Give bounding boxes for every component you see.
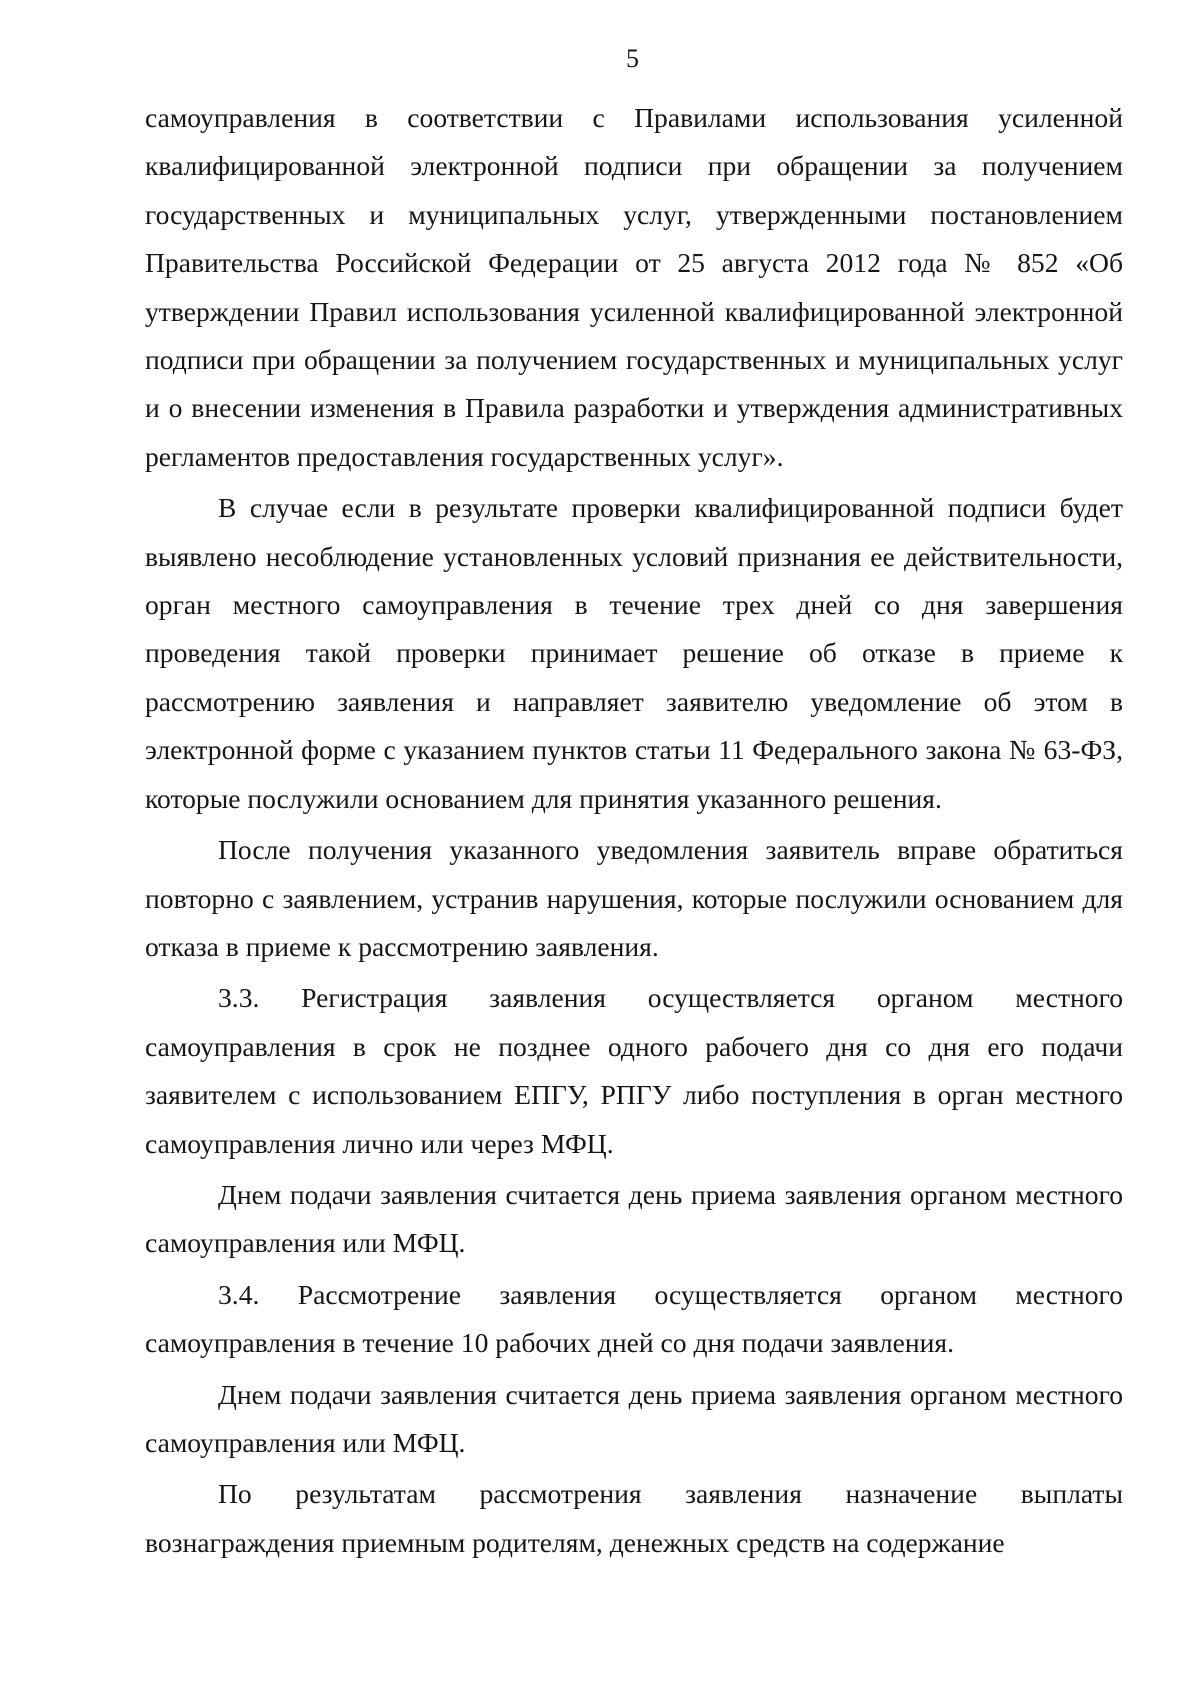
paragraph-submission-day: Днем подачи заявления считается день приема заявления органом местного самоуправления или МФЦ. xyxy=(145,1178,1123,1259)
page-number: 5 xyxy=(626,44,639,73)
paragraph-review-results: По результатам рассмотрения заявления назначение выплаты вознаграждения приемным родителям, денежных средств на содержание xyxy=(145,1478,1123,1558)
paragraph-3-3-registration: 3.3. Регистрация заявления осуществляется органом местного самоуправления в срок не позднее одного рабочего дня со дня его подачи заявителем с использованием ЕПГУ, РПГУ либо поступления в орган местного самоуправления лично или через МФЦ. xyxy=(145,982,1123,1159)
paragraph-after-notice: После получения указанного уведомления заявитель вправе обратиться повторно с заявлением, устранив нарушения, которые послужили основанием для отказа в приеме к рассмотрению заявления. xyxy=(145,834,1123,962)
paragraph-continuation: самоуправления в соответствии с Правилами использования усиленной квалифицированной электронной подписи при обращении за получением государственных и муниципальных услуг, утвержденными постановлением Правительства Российской Федерации от 25 августа 2012 года № 852 «Об утверждении Правил использования усиленной квалифицированной электронной подписи при обращении за получением государственных и муниципальных услуг и о внесении изменения в Правила разработки и утверждения административных регламентов предоставления государственных услуг». xyxy=(145,102,1123,472)
document-body xyxy=(145,94,1123,1567)
paragraph-submission-day-repeat: Днем подачи заявления считается день приема заявления органом местного самоуправления или МФЦ. xyxy=(145,1378,1123,1458)
paragraph-signature-check: В случае если в результате проверки квалифицированной подписи будет выявлено несоблюдение установленных условий признания ее действительности, орган местного самоуправления в течение трех дней со дня завершения проведения такой проверки принимает решение об отказе в приеме к рассмотрению заявления и направляет заявителю уведомление об этом в электронной форме с указанием пунктов статьи 11 Федерального закона № 63-ФЗ, которые послужили основанием для принятия указанного решения. xyxy=(145,492,1123,814)
paragraph-3-4-review: 3.4. Рассмотрение заявления осуществляется органом местного самоуправления в течение 10 рабочих дней со дня подачи заявления. xyxy=(145,1278,1123,1359)
